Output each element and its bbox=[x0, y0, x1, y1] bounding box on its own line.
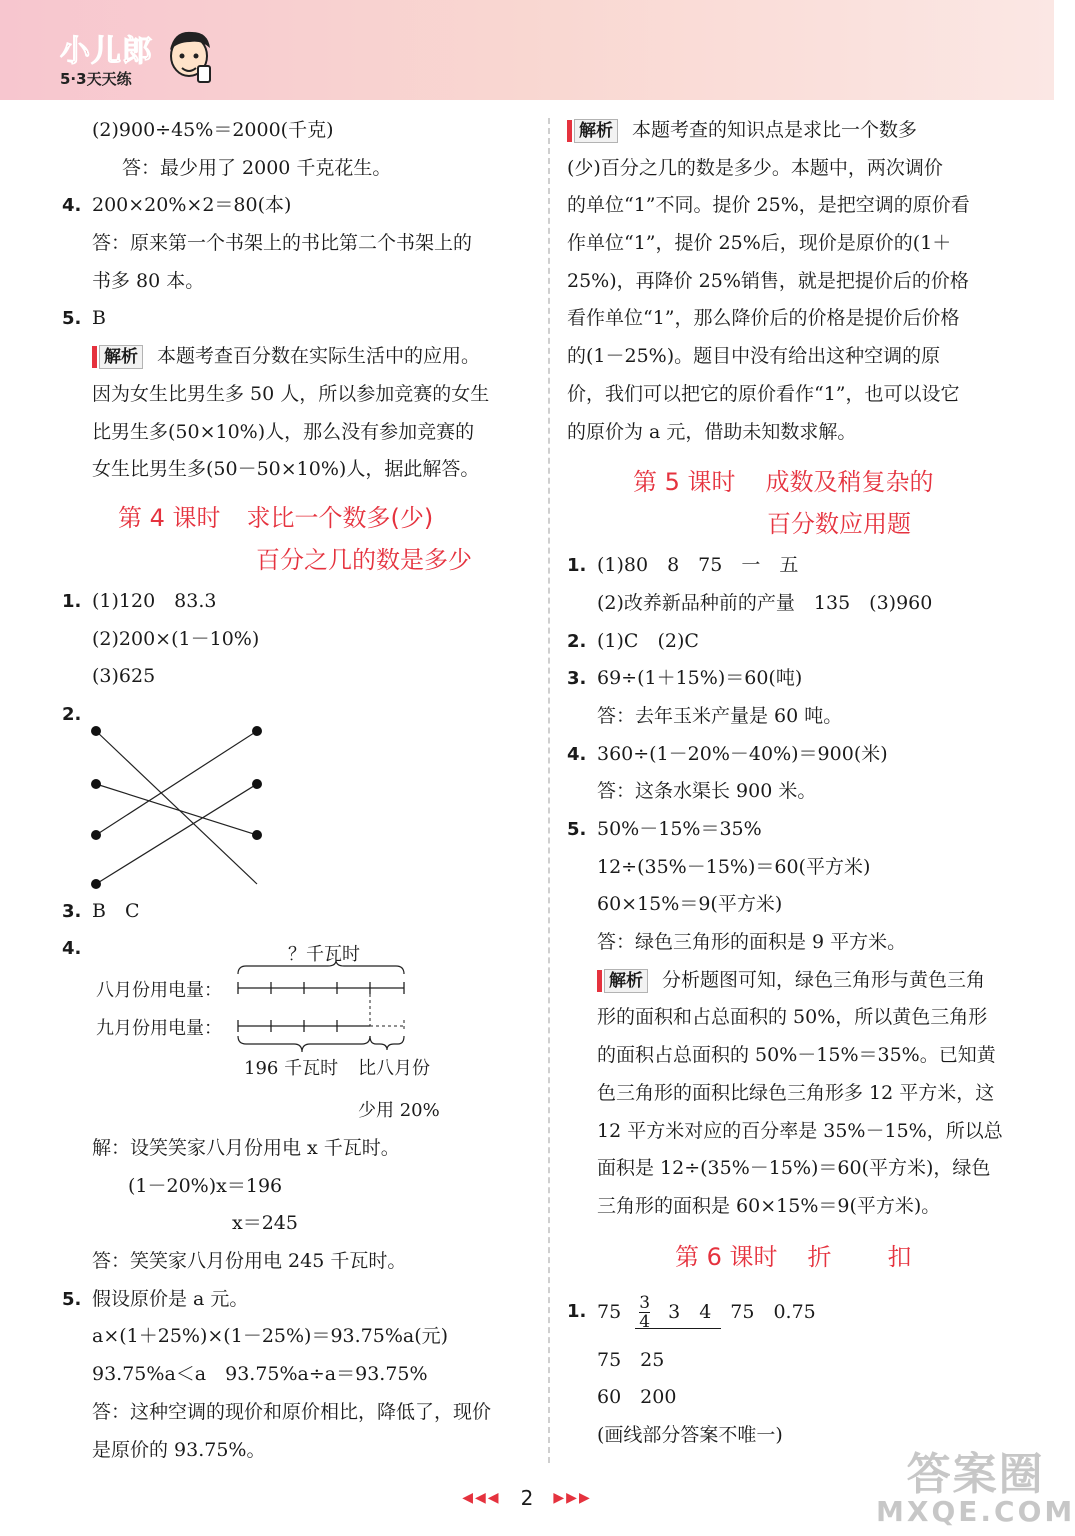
answer-text: 69÷(1＋15%)＝60(吨) bbox=[597, 667, 803, 690]
lesson-label: 第 6 课时 bbox=[675, 1242, 778, 1271]
question-number: 2. bbox=[62, 703, 82, 725]
equation-line: x＝245 bbox=[232, 1212, 298, 1235]
question-number: 5. bbox=[62, 308, 82, 330]
answer-text: B C bbox=[92, 899, 140, 922]
analysis-marker bbox=[92, 346, 97, 368]
text-line: 色三角形的面积比绿色三角形多 12 平方米，这 bbox=[597, 1081, 995, 1104]
question-number: 4. bbox=[567, 743, 587, 765]
question-number: 5. bbox=[567, 819, 587, 840]
answer-text: (1)C (2)C bbox=[597, 629, 699, 652]
watermark-title: 答案圈 bbox=[906, 1449, 1045, 1500]
answer-text: 200×20%×2＝80(本) bbox=[92, 194, 292, 217]
left-column bbox=[62, 112, 532, 1469]
answer-text: 3 4 75 0.75 bbox=[668, 1300, 816, 1323]
text-line: 答：这种空调的现价和原价相比，降低了，现价 bbox=[92, 1400, 492, 1423]
watermark-url: MXQE.COM bbox=[876, 1495, 1075, 1528]
mascot-icon bbox=[162, 26, 216, 88]
text-line: 的单位“1”不同。提价 25%，是把空调的原价看 bbox=[567, 194, 970, 217]
answer-text: (1)80 8 75 一 五 bbox=[597, 554, 799, 577]
text-line: a×(1＋25%)×(1－25%)＝93.75%a(元) bbox=[92, 1325, 449, 1348]
analysis-block bbox=[567, 962, 1029, 1000]
text-line: (2)改养新品种前的产量 135 (3)960 bbox=[597, 591, 933, 614]
next-arrows-icon: ▶▶▶ bbox=[553, 1490, 592, 1506]
question-5 bbox=[567, 811, 1029, 849]
text-line: 因为女生比男生多 50 人，所以参加竞赛的女生 bbox=[92, 382, 490, 405]
answer-text: B bbox=[92, 307, 106, 330]
right-column bbox=[567, 112, 1029, 1455]
lesson-title: 求比一个数多(少) bbox=[246, 503, 434, 532]
question-number: 2. bbox=[567, 630, 587, 652]
question-number: 1. bbox=[567, 1300, 587, 1322]
diagram-less-row bbox=[62, 1092, 532, 1130]
text-line: 93.75%a＜a 93.75%a÷a＝93.75% bbox=[92, 1363, 428, 1386]
question-number: 3. bbox=[567, 668, 587, 690]
lesson-label: 第 4 课时 bbox=[118, 503, 221, 532]
question-number: 1. bbox=[567, 555, 587, 577]
lesson-title-2: 扣 bbox=[887, 1242, 912, 1271]
analysis-text: 分析题图可知，绿色三角形与黄色三角 bbox=[662, 968, 986, 991]
analysis-text: 本题考查百分数在实际生活中的应用。 bbox=[157, 345, 481, 368]
text-line: 的(1－25%)。题目中没有给出这种空调的原 bbox=[567, 345, 941, 368]
text-line: (3)625 bbox=[92, 665, 156, 688]
text-line: 书多 80 本。 bbox=[92, 269, 205, 292]
text-line: 比男生多(50×10%)人，那么没有参加竞赛的 bbox=[92, 420, 475, 443]
column-divider bbox=[548, 118, 550, 1463]
question-number: 4. bbox=[62, 938, 82, 960]
text-line: 看作单位“1”，那么降价后的价格是提价后价格 bbox=[567, 307, 960, 330]
diagram-less-label-2: 少用 20% bbox=[358, 1100, 440, 1121]
watermark bbox=[876, 1449, 1075, 1528]
question-number: 5. bbox=[62, 1288, 82, 1310]
analysis-tag: 解析 bbox=[99, 345, 143, 369]
text-line: (2)900÷45%＝2000(千克) bbox=[92, 119, 334, 141]
answer-text: 75 bbox=[597, 1300, 622, 1323]
question-5b bbox=[62, 1281, 532, 1319]
text-line: 答：绿色三角形的面积是 9 平方米。 bbox=[597, 931, 907, 954]
text-line: 12÷(35%－15%)＝60(平方米) bbox=[597, 855, 871, 878]
analysis-marker bbox=[597, 970, 602, 992]
analysis-tag: 解析 bbox=[574, 119, 618, 143]
text-line: 60 200 bbox=[597, 1386, 677, 1409]
diagram-less-label-1: 比八月份 bbox=[358, 1058, 430, 1079]
answer-text: 假设原价是 a 元。 bbox=[92, 1287, 249, 1310]
lesson-label: 第 5 课时 bbox=[633, 468, 736, 497]
question-4 bbox=[567, 736, 1029, 774]
question-4 bbox=[62, 187, 532, 225]
text-line: 价，我们可以把它的原价看作“1”，也可以设它 bbox=[567, 382, 960, 405]
analysis-block bbox=[567, 112, 1029, 150]
question-1-discount bbox=[567, 1284, 1029, 1340]
page-number: 2 bbox=[520, 1486, 534, 1510]
fraction-numerator: 3 bbox=[639, 1293, 651, 1314]
section-title-4-line2: 百分之几的数是多少 bbox=[256, 545, 472, 574]
question-2 bbox=[567, 623, 1029, 661]
text-line: 形的面积和占总面积的 50%，所以黄色三角形 bbox=[597, 1006, 988, 1029]
analysis-text: 本题考查的知识点是求比一个数多 bbox=[632, 119, 918, 141]
analysis-marker bbox=[567, 120, 572, 142]
answer-text: 360÷(1－20%－40%)＝900(米) bbox=[597, 742, 888, 765]
text-line: (2)200×(1－10%) bbox=[92, 627, 260, 650]
diagram-august-label: 八月份用电量： bbox=[96, 980, 222, 1001]
text-line: 答：最少用了 2000 千克花生。 bbox=[122, 156, 392, 179]
diagram-question: ？千瓦时 bbox=[288, 944, 360, 965]
section-title-6 bbox=[567, 1236, 1029, 1278]
answer-underline bbox=[635, 1328, 721, 1329]
text-line: 女生比男生多(50－50×10%)人，据此解答。 bbox=[92, 458, 480, 481]
question-1 bbox=[62, 583, 532, 621]
answer-text: (1)120 83.3 bbox=[92, 589, 217, 612]
header-band bbox=[0, 0, 1054, 100]
analysis-block bbox=[62, 338, 532, 376]
segment-diagram bbox=[62, 932, 532, 1092]
text-line: 答：笑笑家八月份用电 245 千瓦时。 bbox=[92, 1250, 407, 1273]
question-3 bbox=[62, 893, 532, 931]
text-line: 面积是 12÷(35%－15%)＝60(平方米)，绿色 bbox=[597, 1157, 991, 1180]
prev-arrows-icon: ◀◀◀ bbox=[462, 1490, 501, 1506]
lesson-title: 成数及稍复杂的 bbox=[765, 468, 934, 497]
analysis-tag: 解析 bbox=[604, 969, 648, 993]
text-line: 25%)，再降价 25%销售，就是把提价后的价格 bbox=[567, 269, 969, 292]
fraction-denominator: 4 bbox=[639, 1312, 651, 1333]
series-name: 5·3天天练 bbox=[60, 70, 132, 88]
diagram-196-label: 196 千瓦时 bbox=[244, 1058, 339, 1079]
text-line: (少)百分之几的数是多少。本题中，两次调价 bbox=[567, 156, 943, 179]
question-3 bbox=[567, 660, 1029, 698]
text-line: 三角形的面积是 60×15%＝9(平方米)。 bbox=[597, 1194, 941, 1217]
text-line: 60×15%＝9(平方米) bbox=[597, 893, 783, 916]
matching-diagram bbox=[62, 734, 532, 885]
answer-text: 50%－15%＝35% bbox=[597, 818, 762, 840]
text-line: (画线部分答案不唯一) bbox=[597, 1423, 783, 1446]
fraction bbox=[639, 1294, 650, 1331]
text-line: 作单位“1”，提价 25%后，现价是原价的(1＋ bbox=[567, 232, 952, 255]
text-line: 12 平方米对应的百分率是 35%－15%，所以总 bbox=[597, 1119, 1003, 1142]
text-line: 的原价为 a 元，借助未知数求解。 bbox=[567, 420, 857, 443]
text-line: 是原价的 93.75%。 bbox=[92, 1438, 266, 1461]
text-line: 的面积占总面积的 50%－15%＝35%。已知黄 bbox=[597, 1044, 996, 1067]
question-1 bbox=[567, 547, 1029, 585]
text-line: 答：原来第一个书架上的书比第二个书架上的 bbox=[92, 232, 473, 255]
matching-lines bbox=[84, 704, 284, 880]
section-title-4 bbox=[62, 497, 532, 539]
section-title-5-line2: 百分数应用题 bbox=[767, 510, 911, 539]
brand-name: 小儿郎 bbox=[60, 34, 153, 69]
text-line: 答：去年玉米产量是 60 吨。 bbox=[597, 704, 843, 727]
solution-line: 解：设笑笑家八月份用电 x 千瓦时。 bbox=[92, 1137, 400, 1159]
lesson-title: 折 bbox=[807, 1242, 832, 1271]
brand-logo bbox=[60, 26, 153, 89]
question-number: 3. bbox=[62, 900, 82, 922]
question-5 bbox=[62, 300, 532, 338]
diagram-september-label: 九月份用电量： bbox=[96, 1018, 222, 1039]
text-line: 75 25 bbox=[597, 1348, 665, 1371]
question-number: 4. bbox=[62, 195, 82, 217]
question-number: 1. bbox=[62, 590, 82, 612]
text-line: 答：这条水渠长 900 米。 bbox=[597, 780, 817, 803]
section-title-5 bbox=[567, 461, 1029, 503]
equation-line: (1－20%)x＝196 bbox=[128, 1174, 283, 1197]
